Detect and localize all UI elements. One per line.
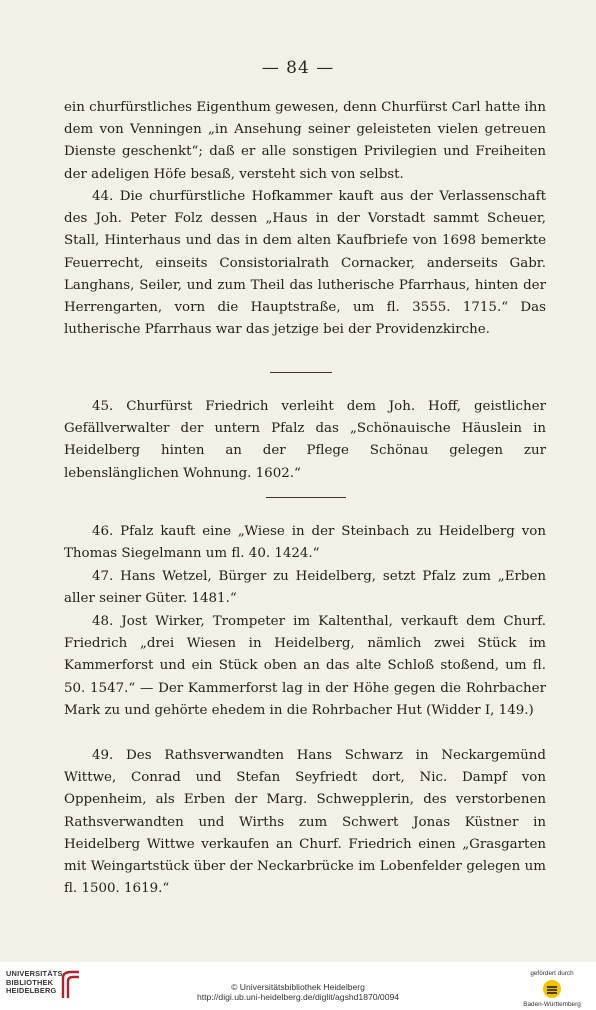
paragraph-48-text: 48. Jost Wirker, Trompeter im Kaltenthal, verkauft dem Churf. Friedrich „drei Wiesen in Heidelberg, nämlich zwei Stück im Kammerforst und ein Stück oben an das alte Schloß stoßend, um fl. 50. 1547.“ — Der Kammerforst lag in der Höhe gegen die Rohrbacher Mark zu und gehörte ehedem in die Rohrbacher Hut (Widder I, 149.) [64, 614, 546, 718]
paragraph-44 [64, 186, 546, 341]
paragraph-47 [64, 566, 546, 610]
library-emblem-icon [60, 970, 82, 1004]
section-divider [270, 372, 332, 373]
paragraph-intro-text: ein churfürstliches Eigenthum gewesen, denn Churfürst Carl hatte ihn dem von Venningen „in Ansehung seiner geleisteten vielen getreuen Dienste geschenkt“; daß er alle sonstigen Privilegien und Freiheiten der adeligen Höfe besaß, versteht sich von selbst. [64, 100, 546, 182]
paragraph-46 [64, 521, 546, 565]
paragraph-49-text: 49. Des Rathsverwandten Hans Schwarz in Neckargemünd Wittwe, Conrad und Stefan Seyfriedt dort, Nic. Dampf von Oppenheim, als Erben der Marg. Schwepplerin, des verstorbenen Rathsverwandten und Wirths zum Schwert Jonas Küstner in Heidelberg Wittwe verkaufen an Churf. Friedrich einen „Grasgarten mit Weingartstück über der Neckarbrücke im Lobenfelder gelegen um fl. 1500. 1619.“ [64, 748, 546, 897]
paragraph-45-text: 45. Churfürst Friedrich verleiht dem Joh. Hoff, geistlicher Gefällverwalter der untern Pfalz das „Schönauische Häuslein in Heidelberg hinten an der Pflege Schönau gelegen zur lebenslänglichen Wohnung. 1602.“ [64, 399, 546, 481]
paragraph-46-text: 46. Pfalz kauft eine „Wiese in der Steinbach zu Heidelberg von Thomas Siegelmann um fl. 40. 1424.“ [64, 524, 546, 562]
paragraph-45 [64, 396, 546, 485]
baden-wuerttemberg-crest-icon [542, 979, 562, 999]
paragraph-47-text: 47. Hans Wetzel, Bürger zu Heidelberg, setzt Pfalz zum „Erben aller seiner Güter. 1481.“ [64, 569, 546, 607]
section-divider [266, 497, 346, 498]
permalink-url[interactable]: http://digi.ub.uni-heidelberg.de/diglit/agshd1870/0094 [196, 992, 400, 1002]
funding-logo[interactable] [514, 970, 590, 1009]
paragraph-44-text: 44. Die churfürstliche Hofkammer kauft aus der Verlassenschaft des Joh. Peter Folz dessen „Haus in der Vorstadt sammt Scheuer, Stall, Hinterhaus und das in dem alten Kaufbriefe von 1698 bemerkte Feuerrecht, einseits Consistorialrath Cornacker, anderseits Gabr. Langhans, Seiler, und zum Theil das lutherische Pfarrhaus, hinten der Herrengarten, vorn die Hauptstraße, um fl. 3555. 1715.“ Das lutherische Pfarrhaus war das jetzige bei der Providenzkirche. [64, 189, 546, 338]
paragraph-intro [64, 97, 546, 186]
page-number: — 84 — [261, 58, 335, 78]
library-name-line1: UNIVERSITÄTS- [6, 969, 66, 978]
paragraph-48 [64, 611, 546, 722]
paragraph-49 [64, 745, 546, 900]
library-name-line2: BIBLIOTHEK [6, 977, 54, 987]
copyright-text: © Universitätsbibliothek Heidelberg [231, 982, 365, 992]
footer [0, 962, 596, 1010]
funded-by-text: gefördert durch [530, 970, 574, 977]
state-name: Baden-Württemberg [523, 1001, 581, 1008]
library-name-line3: HEIDELBERG [6, 986, 57, 996]
footer-center [150, 982, 446, 1002]
